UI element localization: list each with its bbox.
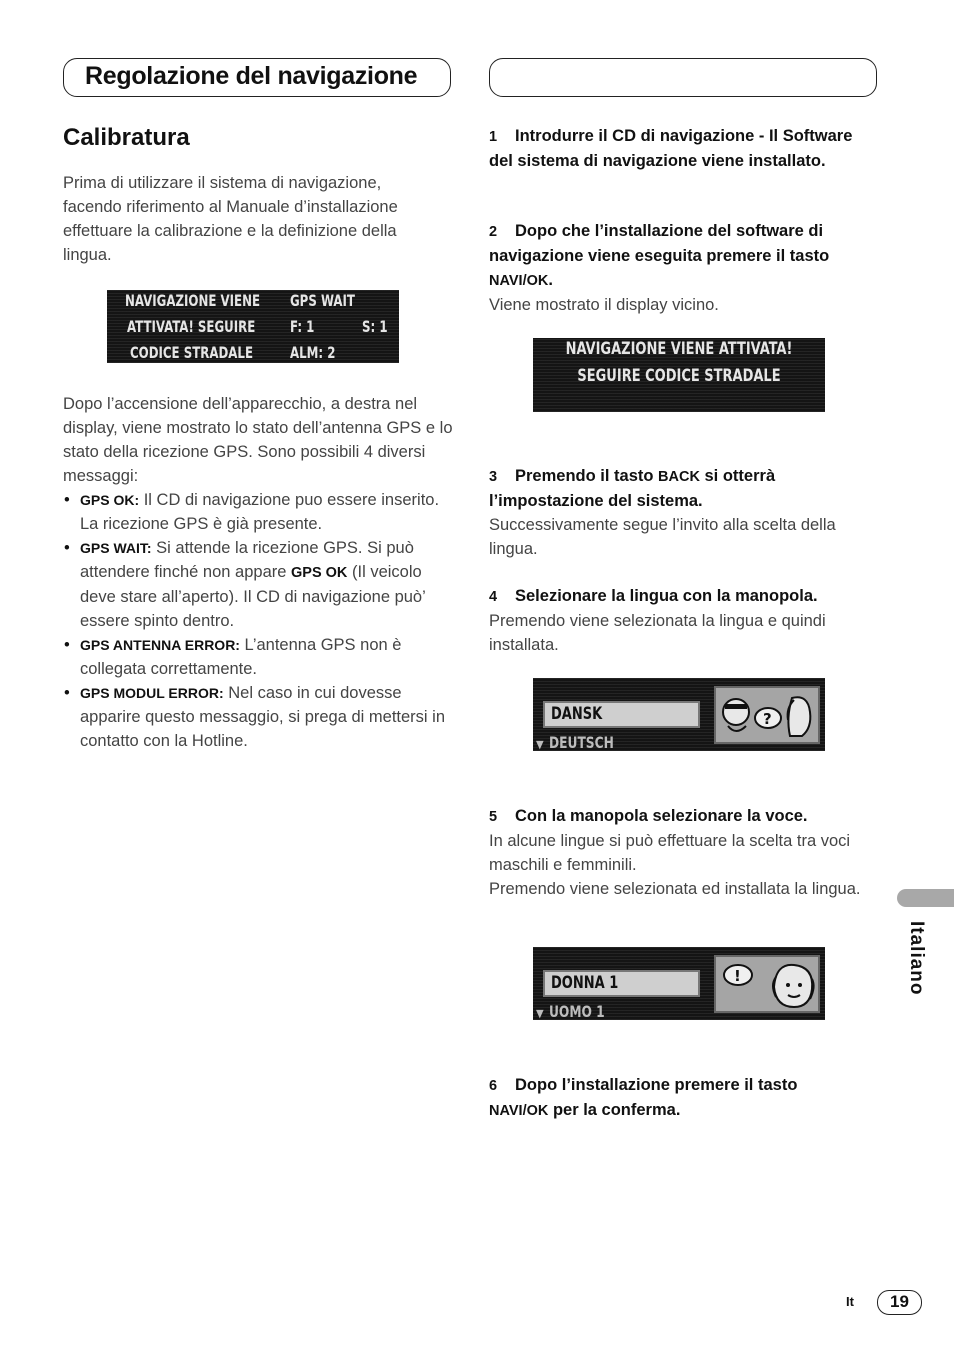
step-text: Dopo che l’installazione del software di navigazione viene eseguita premere il tasto (489, 222, 830, 265)
language-code: It (846, 1294, 854, 1309)
step-note: In alcune lingue si può effettuare la scelta tra voci maschili e femminili. (489, 832, 851, 874)
step-note: Successivamente segue l’invito alla scelta della lingua. (489, 516, 836, 558)
step-text: si otterrà l’impostazione del sistema. (489, 467, 776, 510)
gps-status-display (107, 290, 399, 363)
step-text: . (548, 271, 553, 289)
gps-freq-line: F: 1 (290, 317, 315, 336)
selected-voice-label: DONNA 1 (551, 973, 619, 993)
language-side-label: Italiano (906, 921, 927, 996)
step-text: Selezionare la lingua con la manopola. (515, 587, 818, 605)
language-select-display (533, 678, 825, 751)
activation-display (533, 338, 825, 412)
description-paragraph: Dopo l’accensione dell’apparecchio, a destra nel display, viene mostrato lo stato dell’antenna GPS e lo stato della ricezione GPS. Sono possibili 4 diversi messaggi: (63, 395, 453, 485)
status-text: Nel caso in cui dovesse apparire questo messaggio, si prega di mettersi in contatto con la Hotline. (80, 684, 446, 750)
header-box-left (63, 58, 451, 97)
header-box-right (489, 58, 877, 97)
step-key: NAVI/OK (489, 273, 549, 289)
step-text: Dopo l’installazione premere il tasto (515, 1076, 798, 1094)
display-line: NAVIGAZIONE VIENE ATTIVATA! (565, 339, 793, 359)
step-text: per la conferma. (548, 1101, 681, 1119)
next-language (536, 733, 625, 752)
step-text: di navigazione - Il Software del sistema di navigazione viene installato. (489, 127, 853, 170)
page-number: 19 (877, 1290, 922, 1315)
status-message-list (63, 488, 453, 753)
female-voice-icon (716, 957, 818, 1011)
language-icon-panel (714, 686, 820, 744)
display-line: NAVIGAZIONE VIENE (125, 291, 261, 310)
intro-paragraph: Prima di utilizzare il sistema di navigazione, facendo riferimento al Manuale d’installazione effettuare la calibrazione e la definizione della lingua. (63, 174, 398, 264)
step-1 (489, 124, 879, 173)
step-number: 1 (489, 129, 498, 145)
step-number: 3 (489, 469, 498, 485)
display-line: SEGUIRE CODICE STRADALE (577, 366, 781, 386)
step-number: 2 (489, 224, 498, 240)
status-term: GPS OK: (80, 492, 140, 508)
voice-select-display (533, 947, 825, 1020)
gps-alm-line: ALM: 2 (290, 343, 336, 362)
display-line: ATTIVATA! SEGUIRE (127, 317, 256, 336)
gps-sat-line: S: 1 (362, 317, 388, 336)
display-line: CODICE STRADALE (130, 343, 254, 362)
status-term: GPS MODUL ERROR: (80, 685, 224, 701)
step-number: 6 (489, 1078, 498, 1094)
step-6 (489, 1073, 879, 1123)
status-text: (Il veicolo deve stare all’aperto). Il CD di navigazione può’ essere spinto dentro. (80, 563, 426, 630)
list-item (63, 488, 453, 536)
list-item (63, 633, 453, 681)
step-number: 4 (489, 589, 498, 605)
step-key: BACK (658, 469, 700, 485)
list-item (63, 681, 453, 753)
svg-text:!: ! (734, 967, 741, 985)
step-key: NAVI/OK (489, 1103, 549, 1119)
down-arrow-icon: ▼ (536, 738, 544, 751)
selected-language (543, 701, 700, 728)
selected-voice (543, 970, 700, 997)
down-arrow-icon: ▼ (536, 1007, 544, 1020)
voice-icon-panel (714, 955, 820, 1013)
step-number: 5 (489, 809, 498, 825)
speaking-faces-icon (716, 688, 818, 742)
step-3 (489, 464, 879, 561)
next-voice-label: UOMO 1 (548, 1002, 605, 1021)
step-note: Premendo viene selezionata ed installata la lingua. (489, 880, 861, 898)
gps-status-line: GPS WAIT (290, 291, 355, 310)
description-block (63, 392, 453, 753)
status-term: GPS ANTENNA ERROR: (80, 637, 240, 653)
status-inline-term: GPS OK (291, 565, 348, 581)
status-text: Si attende la ricezione GPS. Si può attendere finché non appare (80, 539, 414, 581)
step-4 (489, 584, 879, 657)
step-key: CD (612, 127, 637, 145)
language-side-tab (897, 889, 954, 907)
page-header-title: Regolazione del navigazione (85, 62, 418, 90)
step-text: Premendo il tasto (515, 467, 659, 485)
next-voice (536, 1002, 614, 1021)
step-text: Con la manopola selezionare la voce. (515, 807, 808, 825)
step-note: Viene mostrato il display vicino. (489, 296, 719, 314)
next-language-label: DEUTSCH (548, 733, 614, 752)
step-2 (489, 219, 879, 317)
status-term: GPS WAIT: (80, 540, 152, 556)
selected-language-label: DANSK (551, 704, 603, 724)
step-text: Introdurre il (515, 127, 613, 145)
section-title: Calibratura (63, 124, 190, 151)
step-5 (489, 804, 879, 901)
list-item (63, 536, 453, 633)
svg-text:?: ? (763, 710, 772, 728)
step-note: Premendo viene selezionata la lingua e quindi installata. (489, 612, 826, 654)
status-text: L’antenna GPS non è collegata correttamente. (80, 636, 402, 678)
status-text: Il CD di navigazione puo essere inserito. La ricezione GPS è già presente. (80, 491, 440, 533)
